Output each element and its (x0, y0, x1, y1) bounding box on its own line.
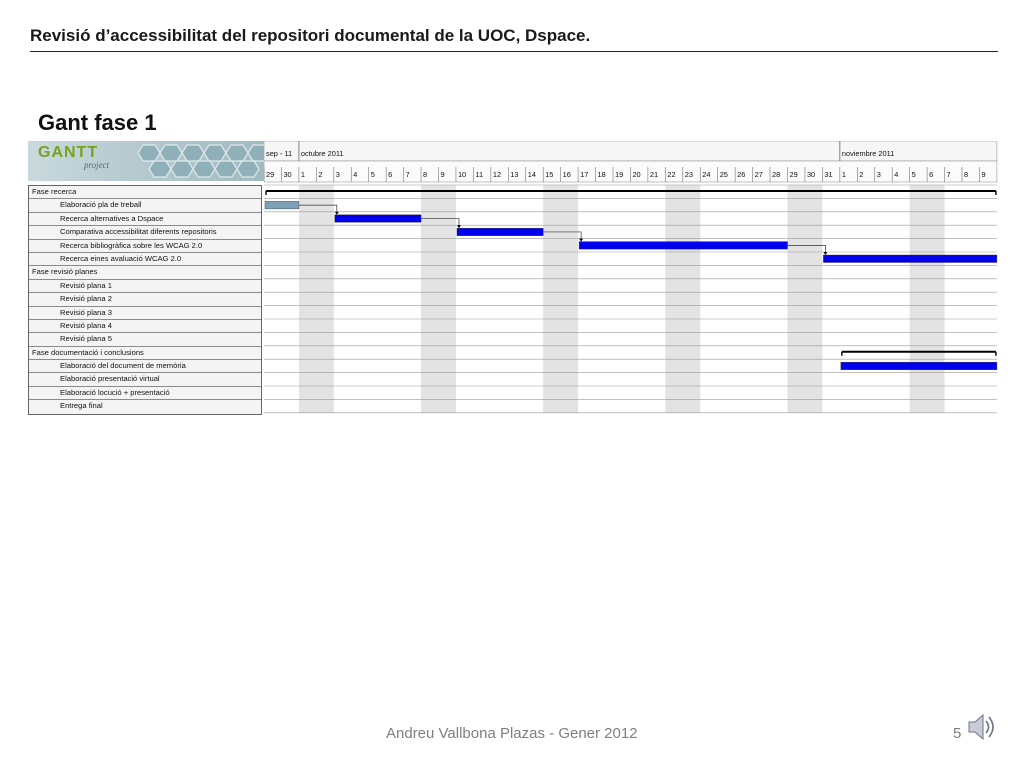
task-row[interactable]: Recerca alternatives a Dspace (29, 213, 261, 226)
dependency-arrowhead (579, 239, 583, 242)
logo-sub-text: project (84, 160, 110, 170)
day-label: 30 (806, 170, 816, 179)
day-label: 6 (388, 170, 393, 179)
day-label: 1 (841, 170, 846, 179)
day-label: 21 (649, 170, 659, 179)
day-label: 10 (457, 170, 467, 179)
day-label: 29 (266, 170, 275, 179)
day-label: 8 (964, 170, 969, 179)
footer-author-date: Andreu Vallbona Plazas - Gener 2012 (386, 725, 638, 742)
day-label: 24 (702, 170, 711, 179)
task-row[interactable]: Comparativa accessibilitat diferents repositoris (29, 226, 261, 239)
day-label: 14 (527, 170, 536, 179)
day-label: 16 (562, 170, 571, 179)
header-divider (30, 51, 998, 52)
weekend-band (910, 185, 945, 413)
day-label: 4 (894, 170, 899, 179)
day-label: 8 (423, 170, 428, 179)
day-label: 11 (475, 170, 484, 179)
dependency-arrowhead (335, 212, 339, 215)
task-row[interactable]: Revisió plana 4 (29, 320, 261, 333)
day-label: 1 (300, 170, 306, 179)
day-label: 15 (545, 170, 554, 179)
task-row[interactable]: Elaboració presentació virtual (29, 373, 261, 386)
day-label: 2 (318, 170, 323, 179)
dependency-arrowhead (457, 225, 461, 228)
task-row[interactable]: Revisió plana 5 (29, 333, 261, 346)
day-label: 6 (929, 170, 934, 179)
day-label: 7 (946, 170, 951, 179)
gantt-chart (264, 141, 1000, 415)
weekend-band (788, 185, 823, 413)
slide-header-title: Revisió d’accessibilitat del repositori documental de la UOC, Dspace. (30, 26, 591, 45)
task-row[interactable]: Revisió plana 3 (29, 307, 261, 320)
day-label: 2 (859, 170, 864, 179)
day-label: 17 (580, 170, 589, 179)
task-bar (457, 228, 543, 236)
weekend-band (299, 185, 334, 413)
task-row[interactable]: Fase recerca (29, 186, 261, 199)
task-row[interactable]: Elaboració pla de treball (29, 199, 261, 212)
day-label: 29 (789, 170, 798, 179)
ganttproject-logo (28, 141, 268, 181)
day-label: 5 (911, 170, 916, 179)
task-list (28, 185, 262, 415)
day-label: 13 (510, 170, 519, 179)
task-bar (335, 215, 421, 223)
task-bar (823, 255, 997, 263)
day-label: 3 (335, 170, 340, 179)
day-label: 30 (283, 170, 292, 179)
task-row[interactable]: Revisió plana 2 (29, 293, 261, 306)
day-label: 12 (492, 170, 502, 179)
task-bar (579, 242, 787, 250)
dependency-arrowhead (823, 252, 827, 255)
day-label: 31 (824, 170, 833, 179)
day-label: 20 (632, 170, 641, 179)
section-title: Gant fase 1 (38, 110, 157, 135)
task-row[interactable]: Recerca eines avaluació WCAG 2.0 (29, 253, 261, 266)
day-label: 18 (597, 170, 606, 179)
day-label: 23 (684, 170, 694, 179)
task-row[interactable]: Elaboració locució + presentació (29, 387, 261, 400)
page-number: 5 (953, 725, 962, 742)
day-label: 27 (754, 170, 763, 179)
task-row[interactable]: Revisió plana 1 (29, 280, 261, 293)
month-label: sep - 11 (266, 149, 293, 158)
task-row[interactable]: Entrega final (29, 400, 261, 413)
weekend-band (421, 185, 456, 413)
speaker-icon[interactable] (966, 710, 998, 744)
day-label: 28 (772, 170, 781, 179)
day-label: 25 (719, 170, 728, 179)
hexagon-pattern-icon (138, 141, 268, 181)
day-label: 9 (440, 170, 445, 179)
task-row[interactable]: Recerca bibliogràfica sobre les WCAG 2.0 (29, 240, 261, 253)
day-label: 22 (667, 170, 676, 179)
day-label: 7 (405, 170, 410, 179)
task-row[interactable]: Elaboració del document de memòria (29, 360, 261, 373)
weekend-band (543, 185, 578, 413)
day-label: 3 (876, 170, 881, 179)
day-label: 19 (615, 170, 624, 179)
day-label: 26 (737, 170, 746, 179)
task-bar (265, 201, 299, 209)
day-label: 4 (353, 170, 358, 179)
task-row[interactable]: Fase documentació i conclusions (29, 347, 261, 360)
month-label: octubre 2011 (300, 149, 344, 158)
day-label: 9 (981, 170, 986, 179)
weekend-band (665, 185, 700, 413)
month-label: noviembre 2011 (841, 149, 895, 158)
task-row[interactable]: Fase revisió planes (29, 266, 261, 279)
task-bar (841, 362, 997, 370)
logo-main-text: GANTT (38, 144, 99, 161)
day-label: 5 (370, 170, 375, 179)
